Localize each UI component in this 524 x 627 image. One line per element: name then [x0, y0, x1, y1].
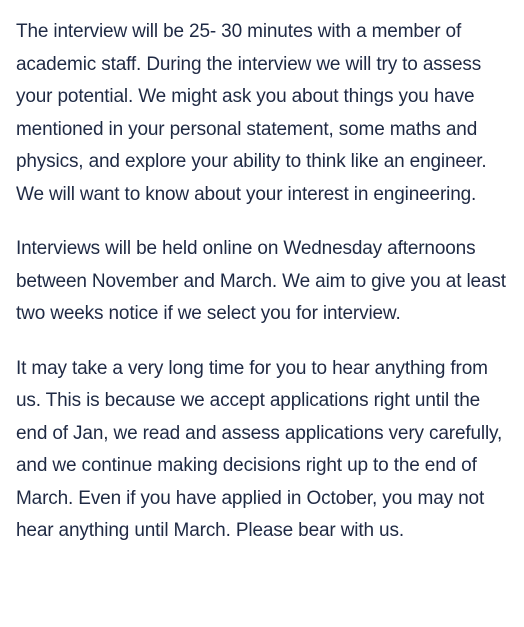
paragraph-interview-schedule: Interviews will be held online on Wednesday afternoons between November and March. We aim to give you at least two weeks notice if we select you for interview.: [16, 238, 506, 324]
paragraph-interview-format: The interview will be 25- 30 minutes with a member of academic staff. During the interview we will try to assess your potential. We might ask you about things you have mentioned in your personal statement, some maths and physics, and explore your ability to think like an engineer. We will want to know about your interest in engineering.: [16, 21, 487, 205]
paragraph-response-time: It may take a very long time for you to hear anything from us. This is because we accept applications right until the end of Jan, we read and assess applications very carefully, and we continue making decisions right up to the end of March. Even if you have applied in October, you may not hear anything until March. Please bear with us.: [16, 357, 503, 541]
